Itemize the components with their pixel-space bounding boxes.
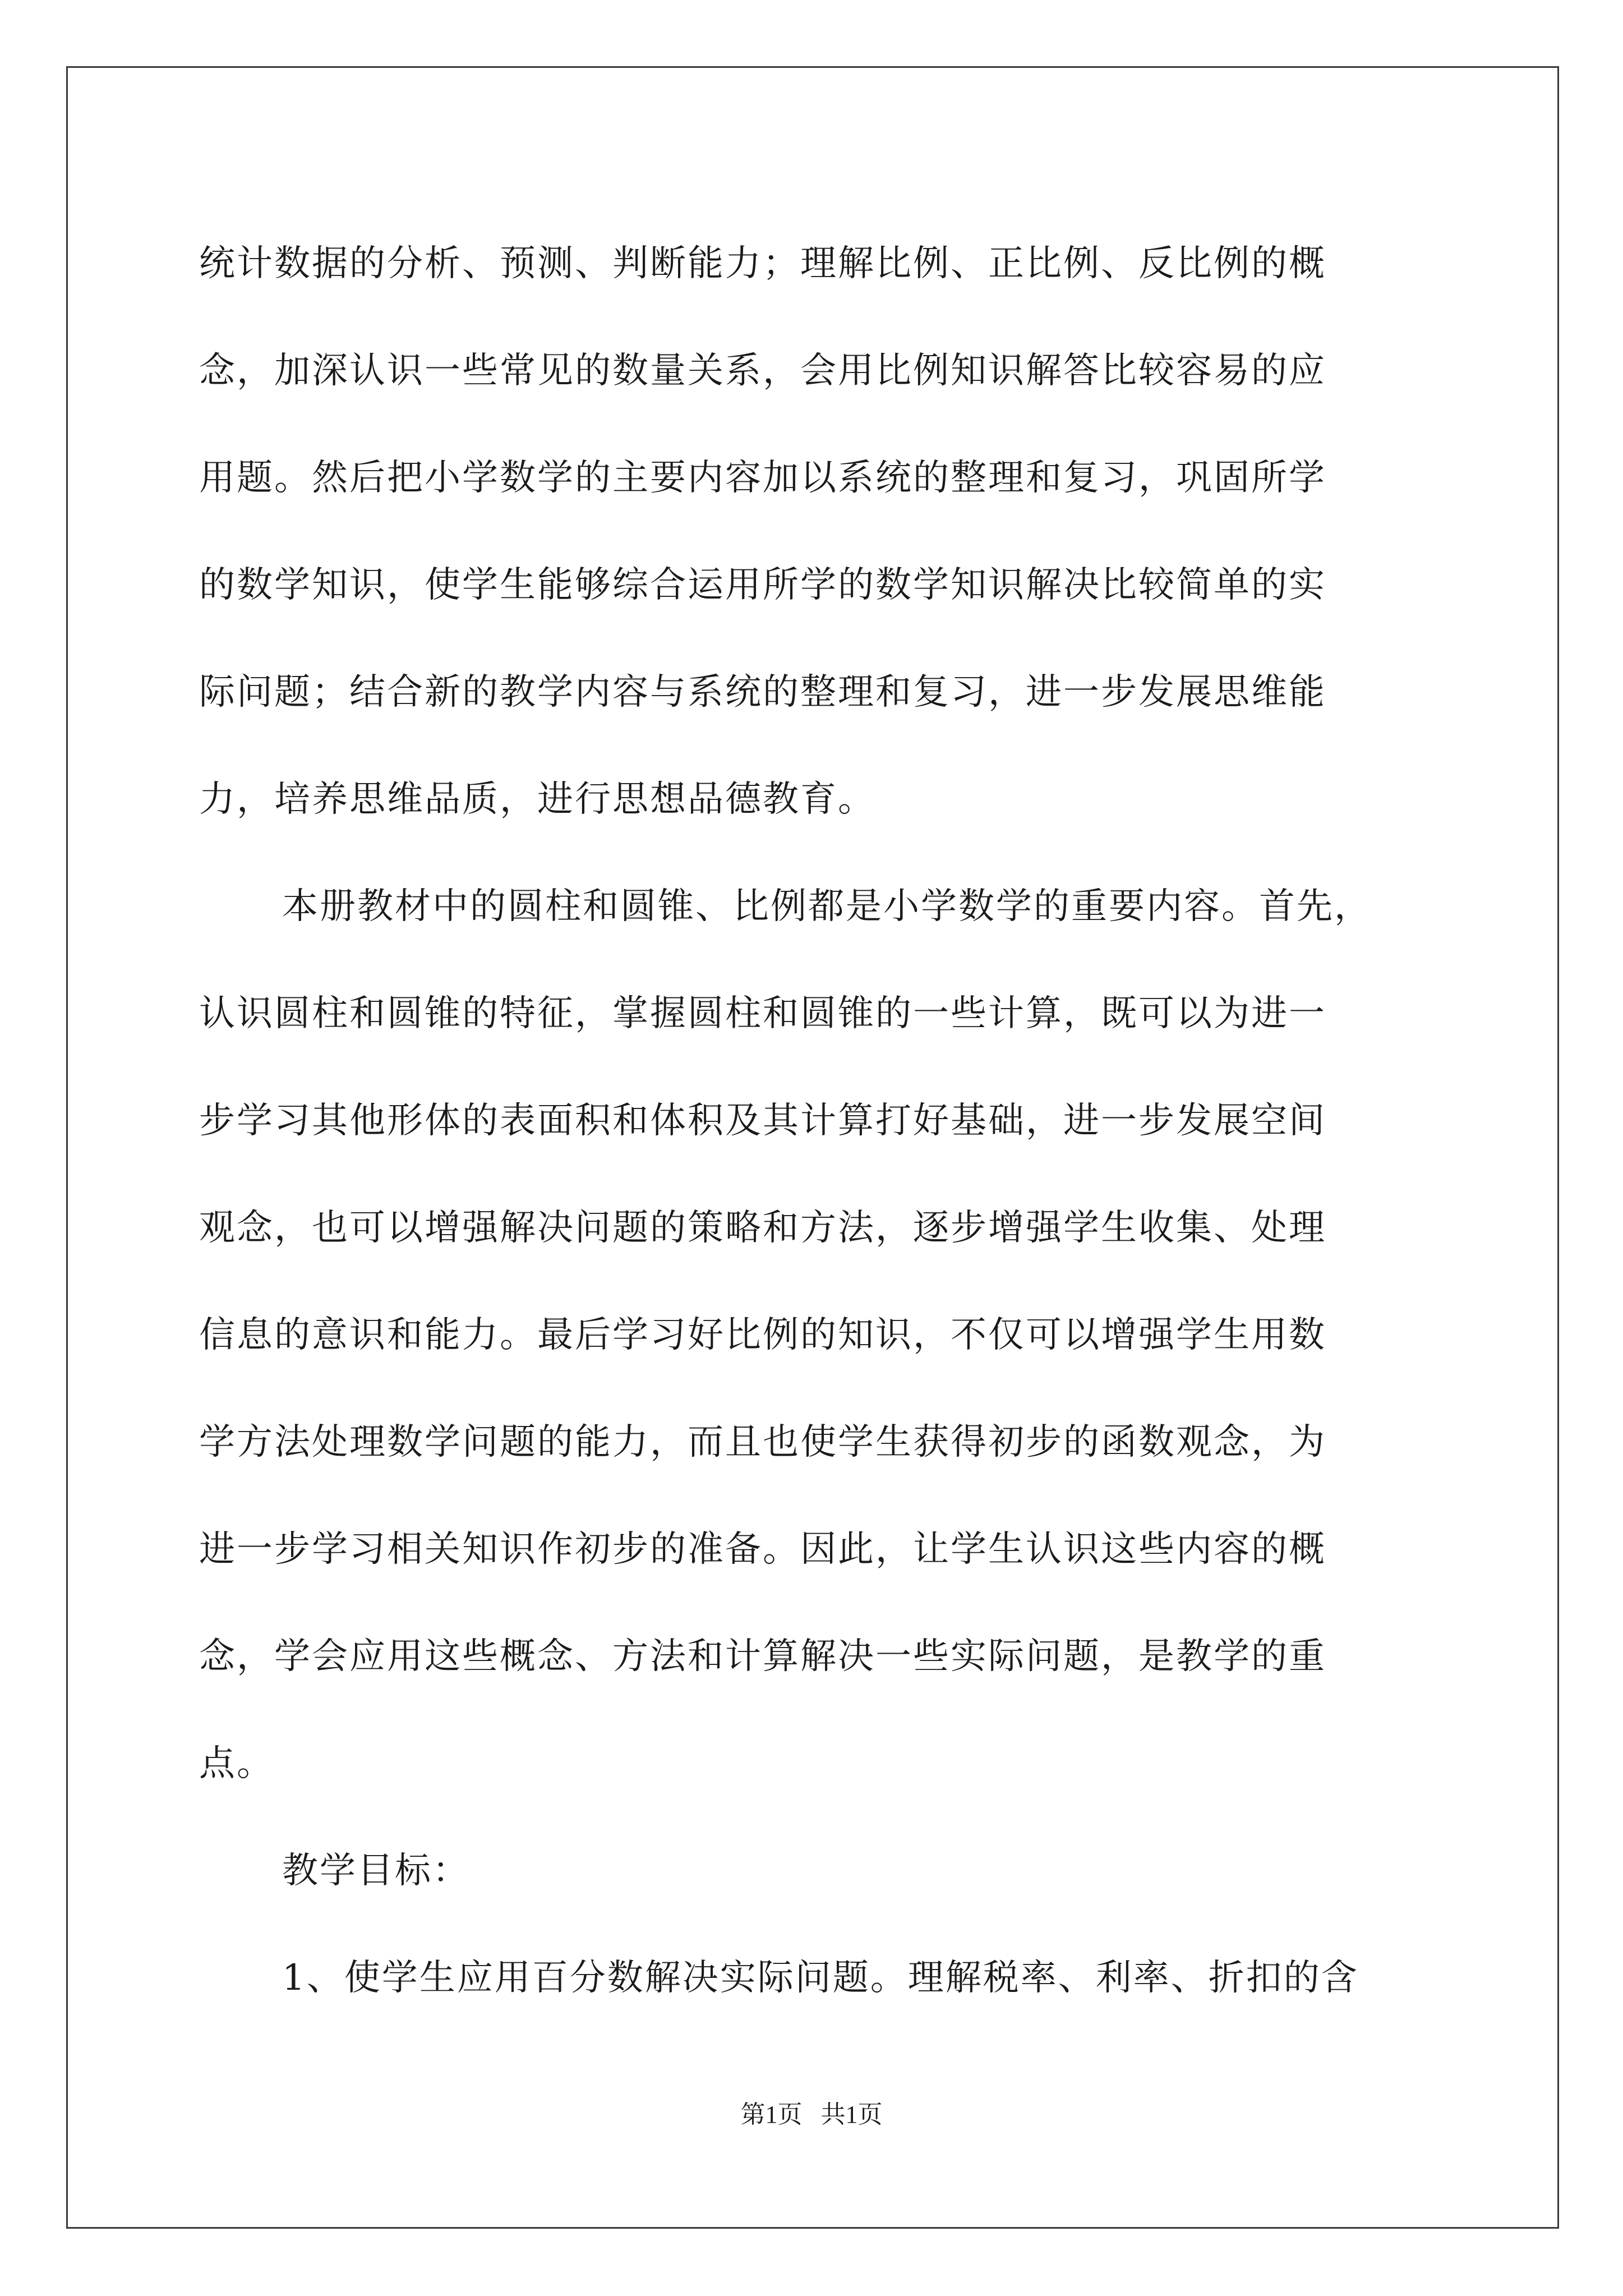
text-line: 信息的意识和能力。最后学习好比例的知识，不仅可以增强学生用数 <box>199 1314 1326 1356</box>
page-number: 第1页 <box>740 2101 803 2128</box>
section-heading: 教学目标： <box>282 1850 470 1892</box>
document-body <box>199 210 1433 2032</box>
text-line: 的数学知识，使学生能够综合运用所学的数学知识解决比较简单的实 <box>199 564 1326 606</box>
text-line: 用题。然后把小学数学的主要内容加以系统的整理和复习，巩固所学 <box>199 457 1326 499</box>
text-line: 步学习其他形体的表面积和体积及其计算打好基础，进一步发展空间 <box>199 1100 1326 1142</box>
text-line: 力，培养思维品质，进行思想品德教育。 <box>199 779 875 820</box>
text-line: 进一步学习相关知识作初步的准备。因此，让学生认识这些内容的概 <box>199 1529 1326 1570</box>
text-line: 点。 <box>199 1743 274 1784</box>
text-line: 观念，也可以增强解决问题的策略和方法，逐步增强学生收集、处理 <box>199 1207 1326 1249</box>
text-line: 念，加深认识一些常见的数量关系，会用比例知识解答比较容易的应 <box>199 350 1326 392</box>
text-line: 认识圆柱和圆锥的特征，掌握圆柱和圆锥的一些计算，既可以为进一 <box>199 993 1326 1034</box>
text-line: 念，学会应用这些概念、方法和计算解决一些实际问题，是教学的重 <box>199 1636 1326 1677</box>
page-total: 共1页 <box>820 2101 883 2128</box>
text-line: 统计数据的分析、预测、判断能力；理解比例、正比例、反比例的概 <box>199 243 1326 284</box>
paragraph-start-line: 本册教材中的圆柱和圆锥、比例都是小学数学的重要内容。首先， <box>282 886 1372 927</box>
list-item: 1、使学生应用百分数解决实际问题。理解税率、利率、折扣的含 <box>282 1957 1359 1999</box>
text-line: 际问题；结合新的教学内容与系统的整理和复习，进一步发展思维能 <box>199 671 1326 713</box>
text-line: 学方法处理数学问题的能力，而且也使学生获得初步的函数观念，为 <box>199 1421 1326 1463</box>
page-footer <box>0 2098 1623 2132</box>
